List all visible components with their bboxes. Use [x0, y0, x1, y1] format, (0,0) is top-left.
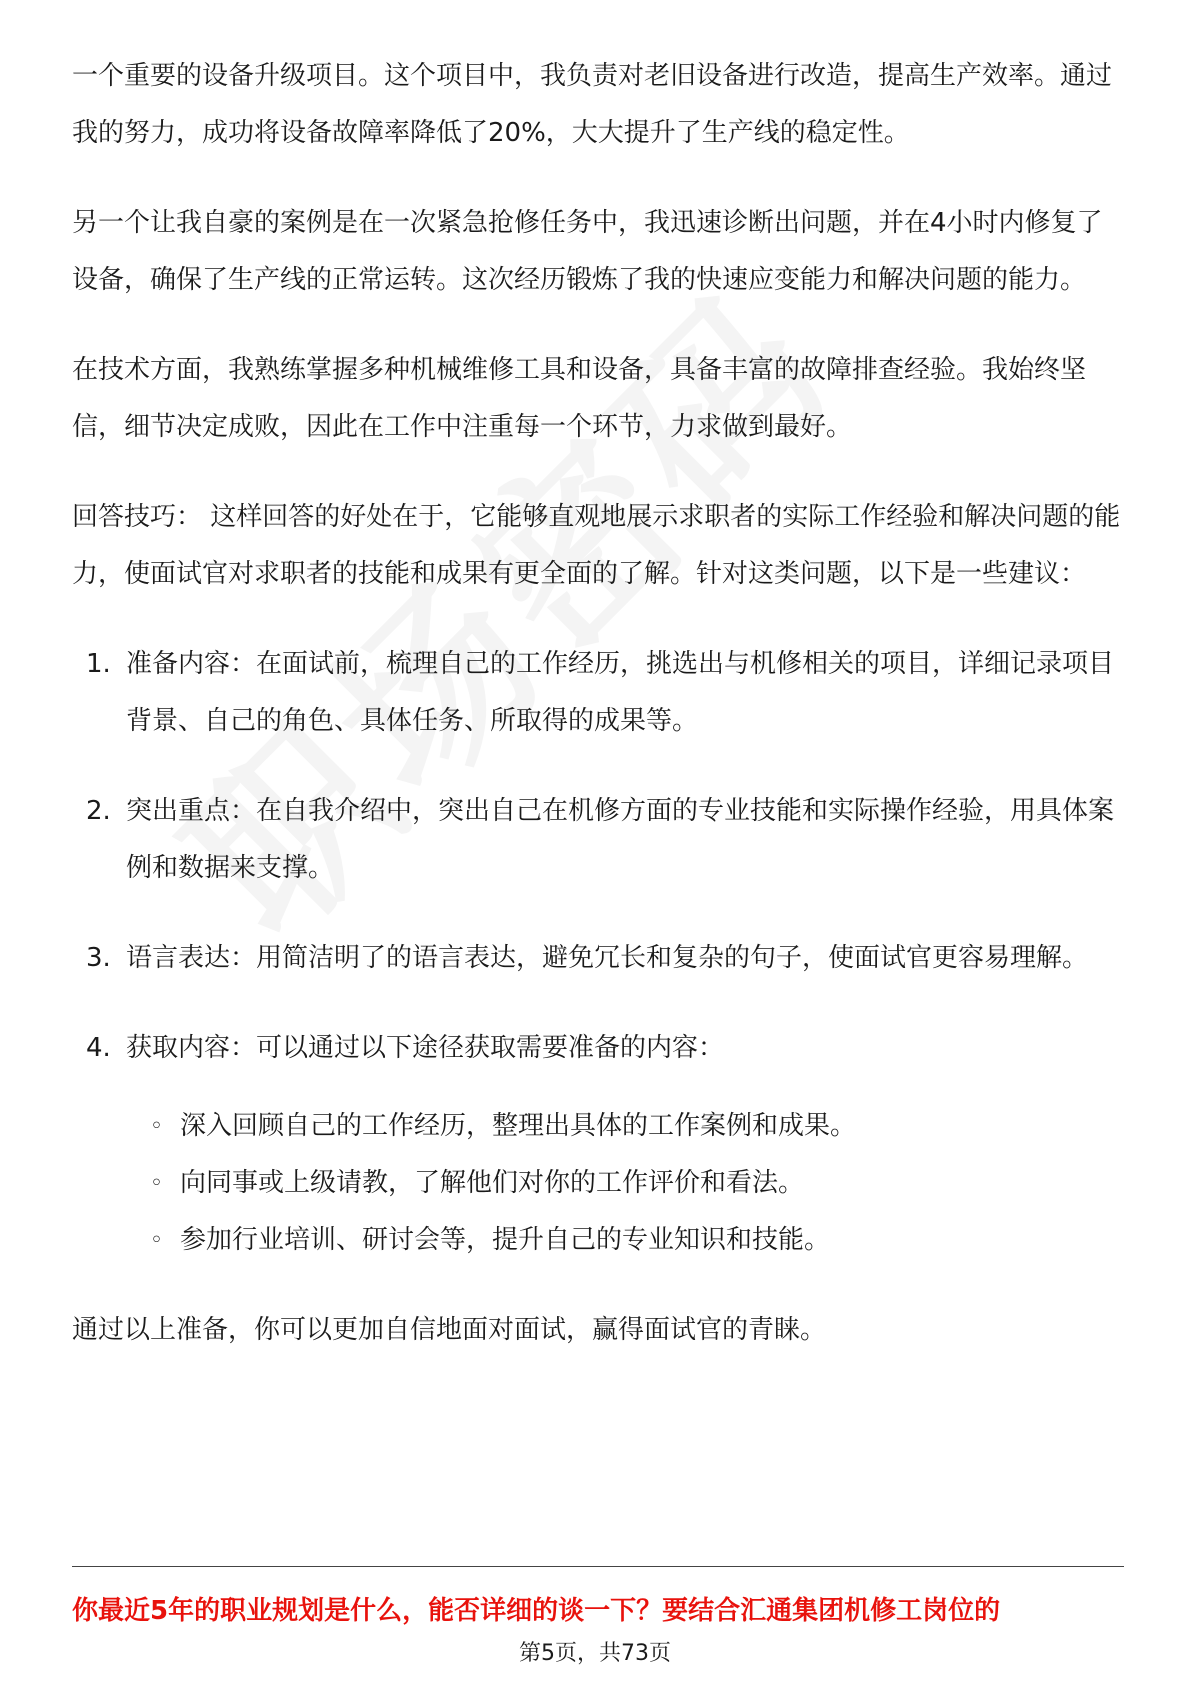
bullet-icon: ◦: [150, 1114, 163, 1139]
list-item-text: 获取内容：可以通过以下途径获取需要准备的内容：: [126, 1033, 725, 1063]
list-number: 3.: [86, 943, 111, 973]
list-item-text: 准备内容：在面试前，梳理自己的工作经历，挑选出与机修相关的项目，详细记录项目背景、自己的角色、具体任务、所取得的成果等。: [126, 649, 1115, 736]
list-number: 1.: [86, 649, 111, 679]
list-item-text: 语言表达：用简洁明了的语言表达，避免冗长和复杂的句子，使面试官更容易理解。: [126, 943, 1089, 973]
sub-list: [126, 1098, 1122, 1269]
sub-list-item-text: 参加行业培训、研讨会等，提升自己的专业知识和技能。: [180, 1225, 831, 1255]
list-number: 2.: [86, 796, 111, 826]
paragraph-upgrade-project: 一个重要的设备升级项目。这个项目中，我负责对老旧设备进行改造，提高生产效率。通过我的努力，成功将设备故障率降低了20%，大大提升了生产线的稳定性。: [72, 61, 1113, 148]
sub-list-item: [126, 1098, 1122, 1155]
suggestion-list: [72, 636, 1122, 1269]
paragraph-closing: 通过以上准备，你可以更加自信地面对面试，赢得面试官的青睐。: [72, 1315, 827, 1345]
list-item: [72, 783, 1122, 897]
sub-list-item-text: 向同事或上级请教，了解他们对你的工作评价和看法。: [180, 1168, 805, 1198]
sub-list-item: [126, 1155, 1122, 1212]
section-divider: [72, 1566, 1124, 1567]
page-number-footer: 第5页，共73页: [519, 1641, 671, 1666]
list-item: [72, 1020, 1122, 1269]
list-item: [72, 636, 1122, 750]
list-item-text: 突出重点：在自我介绍中，突出自己在机修方面的专业技能和实际操作经验，用具体案例和数据来支撑。: [126, 796, 1115, 883]
list-item: [72, 930, 1122, 987]
next-question-heading: 你最近5年的职业规划是什么，能否详细的谈一下？要结合汇通集团机修工岗位的: [72, 1596, 1001, 1626]
sub-list-item-text: 深入回顾自己的工作经历，整理出具体的工作案例和成果。: [180, 1111, 857, 1141]
sub-list-item: [126, 1212, 1122, 1269]
paragraph-emergency-repair: 另一个让我自豪的案例是在一次紧急抢修任务中，我迅速诊断出问题，并在4小时内修复了设备，确保了生产线的正常运转。这次经历锻炼了我的快速应变能力和解决问题的能力。: [72, 208, 1103, 295]
bullet-icon: ◦: [150, 1228, 163, 1253]
paragraph-technical-skills: 在技术方面，我熟练掌握多种机械维修工具和设备，具备丰富的故障排查经验。我始终坚信，细节决定成败，因此在工作中注重每一个环节，力求做到最好。: [72, 355, 1087, 442]
paragraph-answer-tips: 回答技巧： 这样回答的好处在于，它能够直观地展示求职者的实际工作经验和解决问题的能力，使面试官对求职者的技能和成果有更全面的了解。针对这类问题，以下是一些建议：: [72, 502, 1121, 589]
bullet-icon: ◦: [150, 1171, 163, 1196]
list-number: 4.: [86, 1033, 111, 1063]
page-content: [72, 48, 1122, 1392]
